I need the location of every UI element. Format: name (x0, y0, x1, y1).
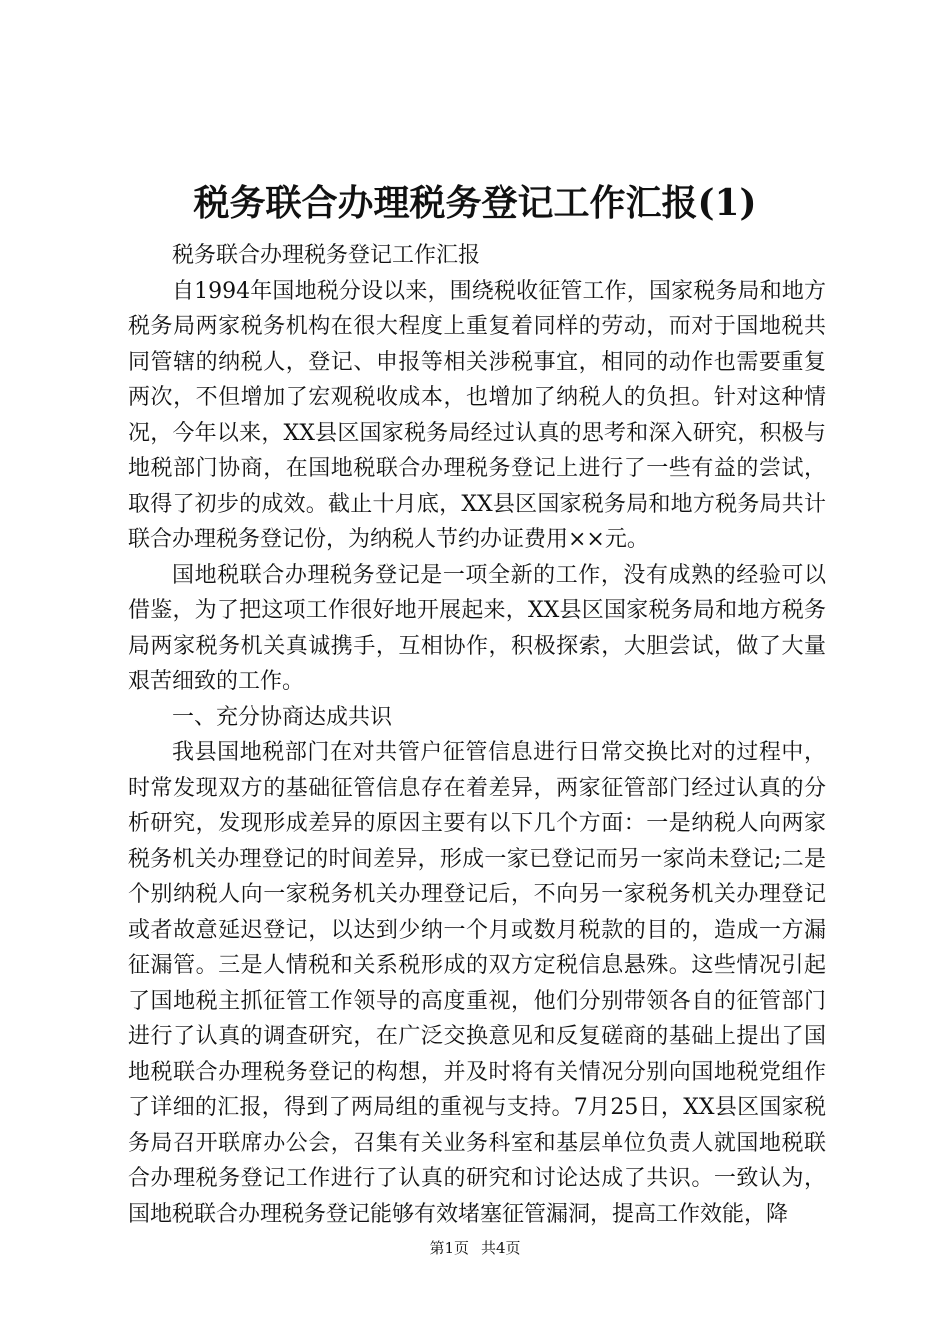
page-number: 第1页 (429, 1239, 469, 1257)
page-total: 共4页 (481, 1239, 521, 1257)
body-paragraph: 我县国地税部门在对共管户征管信息进行日常交换比对的过程中，时常发现双方的基础征管信息存在着差异，两家征管部门经过认真的分析研究，发现形成差异的原因主要有以下几个方面：一是纳税人向两家税务机关办理登记的时间差异，形成一家已登记而另一家尚未登记;二是个别纳税人向一家税务机关办理登记后，不向另一家税务机关办理登记或者故意延迟登记，以达到少纳一个月或数月税款的目的，造成一方漏征漏管。三是人情税和关系税形成的双方定税信息悬殊。这些情况引起了国地税主抓征管工作领导的高度重视，他们分别带领各自的征管部门进行了认真的调查研究，在广泛交换意见和反复磋商的基础上提出了国地税联合办理税务登记的构想，并及时将有关情况分别向国地税党组作了详细的汇报，得到了两局组的重视与支持。7月25日，XX县区国家税务局召开联席办公会，召集有关业务科室和基层单位负责人就国地税联合办理税务登记工作进行了认真的研究和讨论达成了共识。一致认为，国地税联合办理税务登记能够有效堵塞征管漏洞，提高工作效能，降 (128, 740, 826, 1227)
section-heading: 一、充分协商达成共识 (172, 704, 393, 730)
page-footer (0, 1238, 950, 1258)
body-paragraph: 自1994年国地税分设以来，围绕税收征管工作，国家税务局和地方税务局两家税务机构在很大程度上重复着同样的劳动，而对于国地税共同管辖的纳税人，登记、申报等相关涉税事宜，相同的动作也需要重复两次，不但增加了宏观税收成本，也增加了纳税人的负担。针对这种情况，今年以来，XX县区国家税务局经过认真的思考和深入研究，积极与地税部门协商，在国地税联合办理税务登记上进行了一些有益的尝试，取得了初步的成效。截止十月底，XX县区国家税务局和地方税务局共计联合办理税务登记份，为纳税人节约办证费用××元。 (128, 278, 826, 552)
document-title: 税务联合办理税务登记工作汇报(1) (193, 182, 757, 224)
document-body (128, 238, 826, 1232)
document-subtitle: 税务联合办理税务登记工作汇报 (172, 243, 481, 268)
body-paragraph: 国地税联合办理税务登记是一项全新的工作，没有成熟的经验可以借鉴，为了把这项工作很好地开展起来，XX县区国家税务局和地方税务局两家税务机关真诚携手，互相协作，积极探索，大胆尝试，做了大量艰苦细致的工作。 (128, 562, 826, 694)
